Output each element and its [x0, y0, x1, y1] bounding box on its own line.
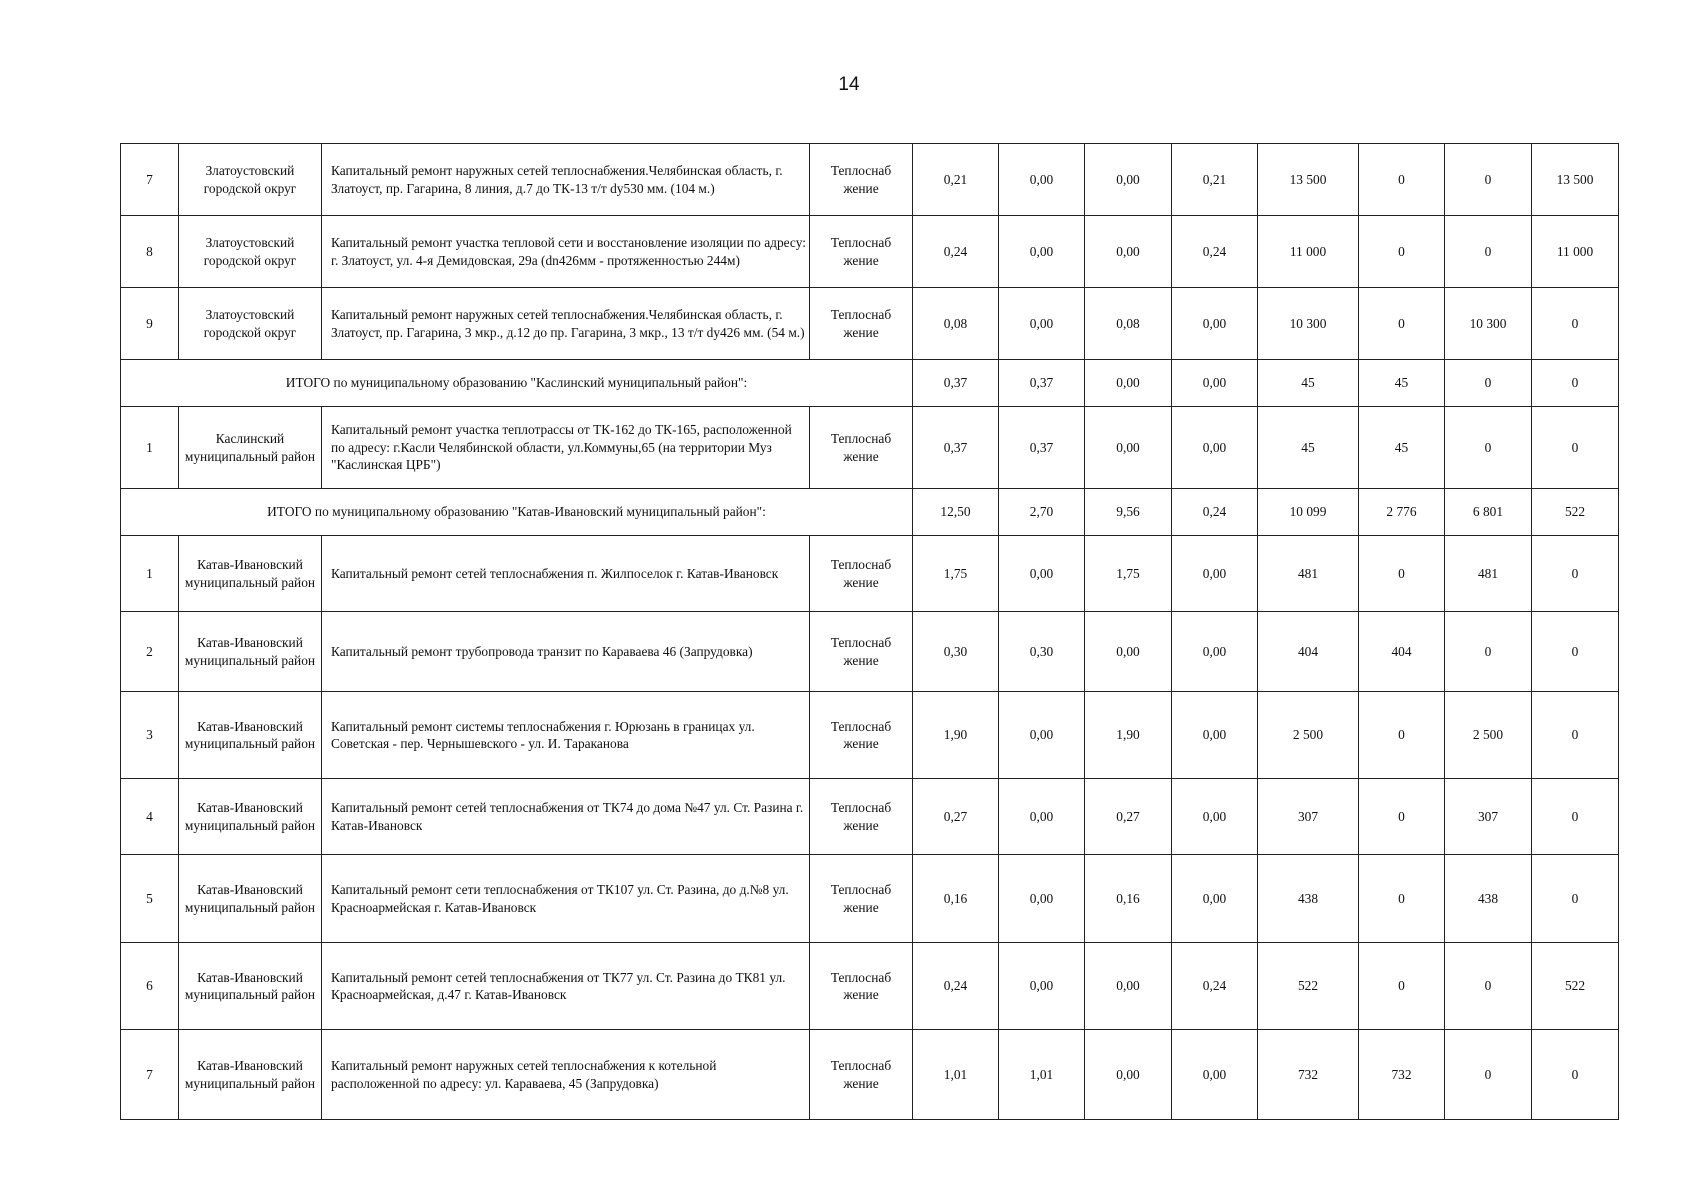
value-cell: 481	[1258, 536, 1359, 612]
total-value: 10 099	[1258, 489, 1359, 536]
type-cell: Теплоснаб жение	[810, 144, 913, 216]
value-cell: 0	[1532, 288, 1619, 360]
value-cell: 0	[1445, 144, 1532, 216]
value-cell: 0,24	[1172, 943, 1258, 1030]
page-number: 14	[838, 74, 860, 95]
value-cell: 0	[1359, 943, 1445, 1030]
municipality-cell: Катав-Ивановский муниципальный район	[179, 855, 322, 943]
value-cell: 0,08	[913, 288, 999, 360]
value-cell: 0,00	[999, 692, 1085, 779]
total-value: 2,70	[999, 489, 1085, 536]
value-cell: 0	[1445, 943, 1532, 1030]
municipality-cell: Катав-Ивановский муниципальный район	[179, 536, 322, 612]
total-row	[121, 360, 1619, 407]
value-cell: 0,00	[999, 144, 1085, 216]
value-cell: 0	[1445, 216, 1532, 288]
row-number: 4	[121, 779, 179, 855]
value-cell: 0,37	[913, 407, 999, 489]
municipality-cell: Катав-Ивановский муниципальный район	[179, 612, 322, 692]
description-cell: Капитальный ремонт наружных сетей теплоснабжения.Челябинская область, г. Златоуст, пр. Гагарина, 3 мкр., д.12 до пр. Гагарина, 3 мкр., 13 т/т dу426 мм. (54 м.)	[322, 288, 810, 360]
value-cell: 0,00	[1085, 612, 1172, 692]
value-cell: 1,01	[913, 1030, 999, 1120]
type-cell: Теплоснаб жение	[810, 1030, 913, 1120]
value-cell: 438	[1258, 855, 1359, 943]
value-cell: 0	[1532, 692, 1619, 779]
description-cell: Капитальный ремонт участка теплотрассы от ТК-162 до ТК-165, расположенной по адресу: г.Касли Челябинской области, ул.Коммуны,65 (на территории Муз "Каслинская ЦРБ")	[322, 407, 810, 489]
table-row	[121, 692, 1619, 779]
value-cell: 0	[1532, 779, 1619, 855]
value-cell: 522	[1532, 943, 1619, 1030]
municipality-cell: Златоустовский городской округ	[179, 216, 322, 288]
description-cell: Капитальный ремонт трубопровода транзит по Караваева 46 (Запрудовка)	[322, 612, 810, 692]
value-cell: 0	[1359, 144, 1445, 216]
value-cell: 0,00	[999, 779, 1085, 855]
value-cell: 732	[1359, 1030, 1445, 1120]
type-cell: Теплоснаб жение	[810, 779, 913, 855]
value-cell: 0,08	[1085, 288, 1172, 360]
value-cell: 307	[1258, 779, 1359, 855]
value-cell: 0,00	[999, 855, 1085, 943]
value-cell: 732	[1258, 1030, 1359, 1120]
total-label: ИТОГО по муниципальному образованию "Катав-Ивановский муниципальный район":	[121, 489, 913, 536]
value-cell: 0,00	[999, 288, 1085, 360]
table-row	[121, 943, 1619, 1030]
description-cell: Капитальный ремонт системы теплоснабжения г. Юрюзань в границах ул. Советская - пер. Чернышевского - ул. И. Тараканова	[322, 692, 810, 779]
value-cell: 0,30	[913, 612, 999, 692]
value-cell: 0,21	[1172, 144, 1258, 216]
value-cell: 0	[1532, 1030, 1619, 1120]
value-cell: 0,00	[999, 943, 1085, 1030]
total-value: 9,56	[1085, 489, 1172, 536]
value-cell: 0	[1445, 407, 1532, 489]
total-value: 45	[1359, 360, 1445, 407]
table-row	[121, 407, 1619, 489]
value-cell: 0,00	[1172, 612, 1258, 692]
municipality-cell: Катав-Ивановский муниципальный район	[179, 943, 322, 1030]
value-cell: 0	[1532, 855, 1619, 943]
table-row	[121, 855, 1619, 943]
total-value: 6 801	[1445, 489, 1532, 536]
type-cell: Теплоснаб жение	[810, 943, 913, 1030]
value-cell: 0,00	[1172, 779, 1258, 855]
description-cell: Капитальный ремонт участка тепловой сети и восстановление изоляции по адресу: г. Златоуст, ул. 4-я Демидовская, 29а (dn426мм - протяженностью 244м)	[322, 216, 810, 288]
value-cell: 13 500	[1258, 144, 1359, 216]
value-cell: 404	[1258, 612, 1359, 692]
value-cell: 1,01	[999, 1030, 1085, 1120]
value-cell: 10 300	[1445, 288, 1532, 360]
description-cell: Капитальный ремонт сетей теплоснабжения от ТК77 ул. Ст. Разина до ТК81 ул. Красноармейская, д.47 г. Катав-Ивановск	[322, 943, 810, 1030]
table-row	[121, 536, 1619, 612]
type-cell: Теплоснаб жение	[810, 407, 913, 489]
row-number: 7	[121, 144, 179, 216]
value-cell: 0,00	[1172, 1030, 1258, 1120]
value-cell: 0,00	[1172, 536, 1258, 612]
value-cell: 307	[1445, 779, 1532, 855]
value-cell: 0,00	[1172, 407, 1258, 489]
table-body	[121, 144, 1619, 1120]
capital-repair-table	[120, 143, 1619, 1120]
value-cell: 404	[1359, 612, 1445, 692]
value-cell: 438	[1445, 855, 1532, 943]
total-value: 0,24	[1172, 489, 1258, 536]
municipality-cell: Каслинский муниципальный район	[179, 407, 322, 489]
municipality-cell: Катав-Ивановский муниципальный район	[179, 779, 322, 855]
total-value: 0,00	[1172, 360, 1258, 407]
total-value: 0	[1532, 360, 1619, 407]
value-cell: 0,00	[1085, 144, 1172, 216]
description-cell: Капитальный ремонт сети теплоснабжения от ТК107 ул. Ст. Разина, до д.№8 ул. Красноармейская г. Катав-Ивановск	[322, 855, 810, 943]
value-cell: 0,00	[999, 216, 1085, 288]
total-value: 12,50	[913, 489, 999, 536]
total-value: 0	[1445, 360, 1532, 407]
table-row	[121, 779, 1619, 855]
table-row	[121, 612, 1619, 692]
value-cell: 0,27	[1085, 779, 1172, 855]
table-row	[121, 216, 1619, 288]
description-cell: Капитальный ремонт сетей теплоснабжения от ТК74 до дома №47 ул. Ст. Разина г. Катав-Ивановск	[322, 779, 810, 855]
value-cell: 0,00	[1085, 943, 1172, 1030]
row-number: 9	[121, 288, 179, 360]
value-cell: 0	[1359, 692, 1445, 779]
total-value: 0,37	[999, 360, 1085, 407]
value-cell: 0	[1359, 855, 1445, 943]
value-cell: 10 300	[1258, 288, 1359, 360]
value-cell: 0,00	[1085, 1030, 1172, 1120]
value-cell: 522	[1258, 943, 1359, 1030]
value-cell: 0	[1532, 407, 1619, 489]
value-cell: 0,00	[1172, 692, 1258, 779]
type-cell: Теплоснаб жение	[810, 216, 913, 288]
value-cell: 0,00	[1085, 407, 1172, 489]
row-number: 6	[121, 943, 179, 1030]
value-cell: 1,75	[913, 536, 999, 612]
value-cell: 0	[1532, 612, 1619, 692]
row-number: 5	[121, 855, 179, 943]
value-cell: 1,75	[1085, 536, 1172, 612]
value-cell: 0	[1359, 536, 1445, 612]
value-cell: 0,27	[913, 779, 999, 855]
row-number: 3	[121, 692, 179, 779]
value-cell: 0,00	[1172, 288, 1258, 360]
type-cell: Теплоснаб жение	[810, 536, 913, 612]
table-row	[121, 1030, 1619, 1120]
municipality-cell: Златоустовский городской округ	[179, 144, 322, 216]
value-cell: 11 000	[1532, 216, 1619, 288]
value-cell: 45	[1258, 407, 1359, 489]
row-number: 1	[121, 536, 179, 612]
total-value: 522	[1532, 489, 1619, 536]
value-cell: 2 500	[1445, 692, 1532, 779]
description-cell: Капитальный ремонт наружных сетей теплоснабжения.Челябинская область, г. Златоуст, пр. Гагарина, 8 линия, д.7 до ТК-13 т/т dу530 мм. (104 м.)	[322, 144, 810, 216]
value-cell: 0	[1445, 1030, 1532, 1120]
value-cell: 0,24	[1172, 216, 1258, 288]
total-value: 45	[1258, 360, 1359, 407]
value-cell: 0,16	[1085, 855, 1172, 943]
type-cell: Теплоснаб жение	[810, 692, 913, 779]
table-row	[121, 144, 1619, 216]
value-cell: 0,00	[1085, 216, 1172, 288]
value-cell: 0,16	[913, 855, 999, 943]
type-cell: Теплоснаб жение	[810, 855, 913, 943]
row-number: 8	[121, 216, 179, 288]
value-cell: 2 500	[1258, 692, 1359, 779]
row-number: 2	[121, 612, 179, 692]
value-cell: 1,90	[913, 692, 999, 779]
value-cell: 0	[1445, 612, 1532, 692]
row-number: 7	[121, 1030, 179, 1120]
value-cell: 0	[1532, 536, 1619, 612]
table-row	[121, 288, 1619, 360]
total-label: ИТОГО по муниципальному образованию "Каслинский муниципальный район":	[121, 360, 913, 407]
row-number: 1	[121, 407, 179, 489]
municipality-cell: Катав-Ивановский муниципальный район	[179, 692, 322, 779]
value-cell: 0,00	[1172, 855, 1258, 943]
value-cell: 0,30	[999, 612, 1085, 692]
description-cell: Капитальный ремонт сетей теплоснабжения п. Жилпоселок г. Катав-Ивановск	[322, 536, 810, 612]
type-cell: Теплоснаб жение	[810, 288, 913, 360]
description-cell: Капитальный ремонт наружных сетей теплоснабжения к котельной расположенной по адресу: ул. Караваева, 45 (Запрудовка)	[322, 1030, 810, 1120]
value-cell: 0	[1359, 779, 1445, 855]
value-cell: 1,90	[1085, 692, 1172, 779]
value-cell: 0,24	[913, 216, 999, 288]
value-cell: 0,21	[913, 144, 999, 216]
value-cell: 0	[1359, 216, 1445, 288]
type-cell: Теплоснаб жение	[810, 612, 913, 692]
value-cell: 13 500	[1532, 144, 1619, 216]
value-cell: 0,00	[999, 536, 1085, 612]
value-cell: 45	[1359, 407, 1445, 489]
municipality-cell: Катав-Ивановский муниципальный район	[179, 1030, 322, 1120]
value-cell: 11 000	[1258, 216, 1359, 288]
total-value: 2 776	[1359, 489, 1445, 536]
municipality-cell: Златоустовский городской округ	[179, 288, 322, 360]
value-cell: 0,24	[913, 943, 999, 1030]
total-value: 0,37	[913, 360, 999, 407]
total-row	[121, 489, 1619, 536]
value-cell: 481	[1445, 536, 1532, 612]
value-cell: 0,37	[999, 407, 1085, 489]
total-value: 0,00	[1085, 360, 1172, 407]
value-cell: 0	[1359, 288, 1445, 360]
